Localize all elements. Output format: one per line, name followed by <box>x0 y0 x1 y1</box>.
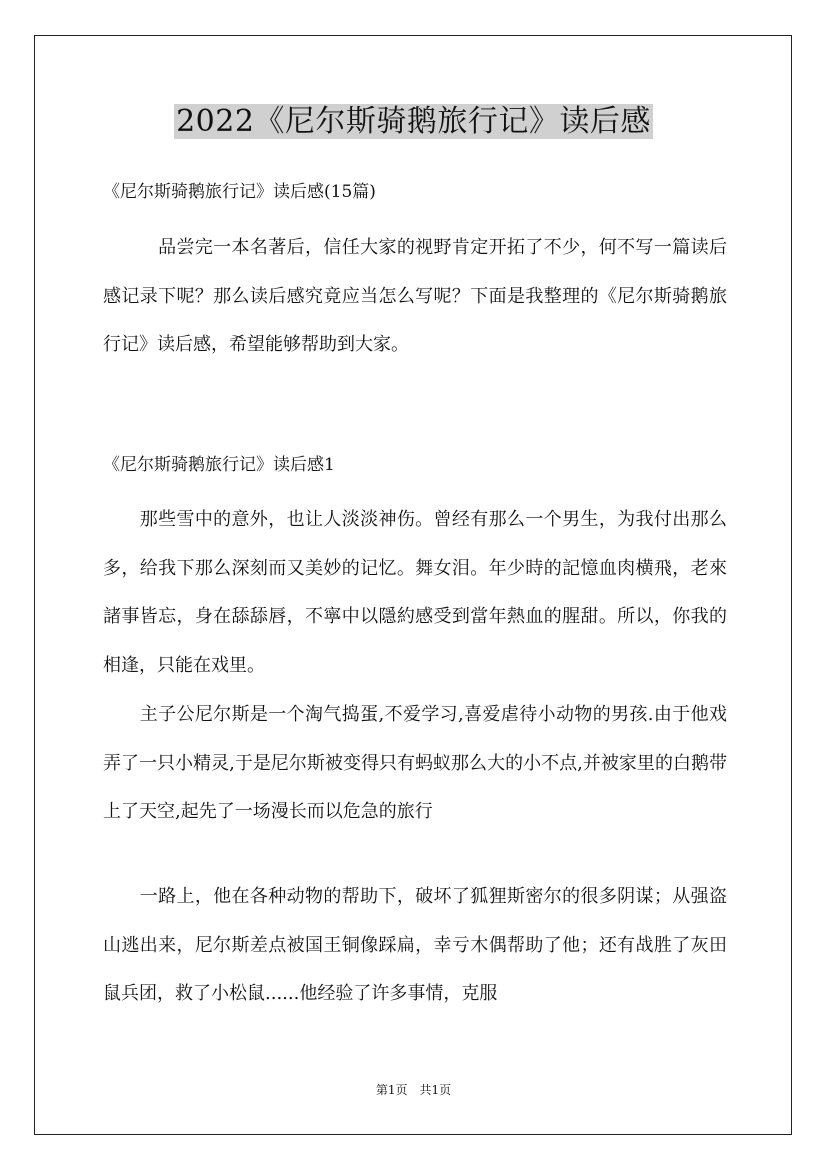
document-title <box>0 100 827 144</box>
intro-paragraph: 品尝完一本名著后，信任大家的视野肯定开拓了不少，何不写一篇读后感记录下呢？那么读后感究竟应当怎么写呢？下面是我整理的《尼尔斯骑鹅旅行记》读后感，希望能够帮助到大家。 <box>103 237 727 356</box>
body-paragraph-2: 主子公尼尔斯是一个淘气捣蛋,不爱学习,喜爱虐待小动物的男孩.由于他戏弄了一只小精灵,于是尼尔斯被变得只有蚂蚁那么大的小不点,并被家里的白鹅带上了天空,起先了一场漫长而以危急的旅行 <box>103 704 727 823</box>
document-title-text: 2022《尼尔斯骑鹅旅行记》读后感 <box>176 104 651 139</box>
section-heading: 《尼尔斯骑鹅旅行记》读后感1 <box>103 455 335 475</box>
body-paragraph-3: 一路上，他在各种动物的帮助下，破坏了狐狸斯密尔的很多阴谋；从强盗山逃出来，尼尔斯差点被国王铜像踩扁，幸亏木偶帮助了他；还有战胜了灰田鼠兵团，救了小松鼠......他经验了许多事情，克服 <box>103 886 727 1005</box>
page-footer: 第1页 共1页 <box>375 1083 452 1097</box>
body-paragraph-1: 那些雪中的意外，也让人淡淡神伤。曾经有那么一个男生，为我付出那么多，给我下那么深刻而又美妙的记忆。舞女泪。年少時的記憶血肉横飛，老來諸事皆忘，身在舔舔唇，不寧中以隱約感受到當年熱血的腥甜。所以，你我的相逢，只能在戏里。 <box>103 509 727 677</box>
document-subtitle: 《尼尔斯骑鹅旅行记》读后感(15篇) <box>103 182 376 202</box>
